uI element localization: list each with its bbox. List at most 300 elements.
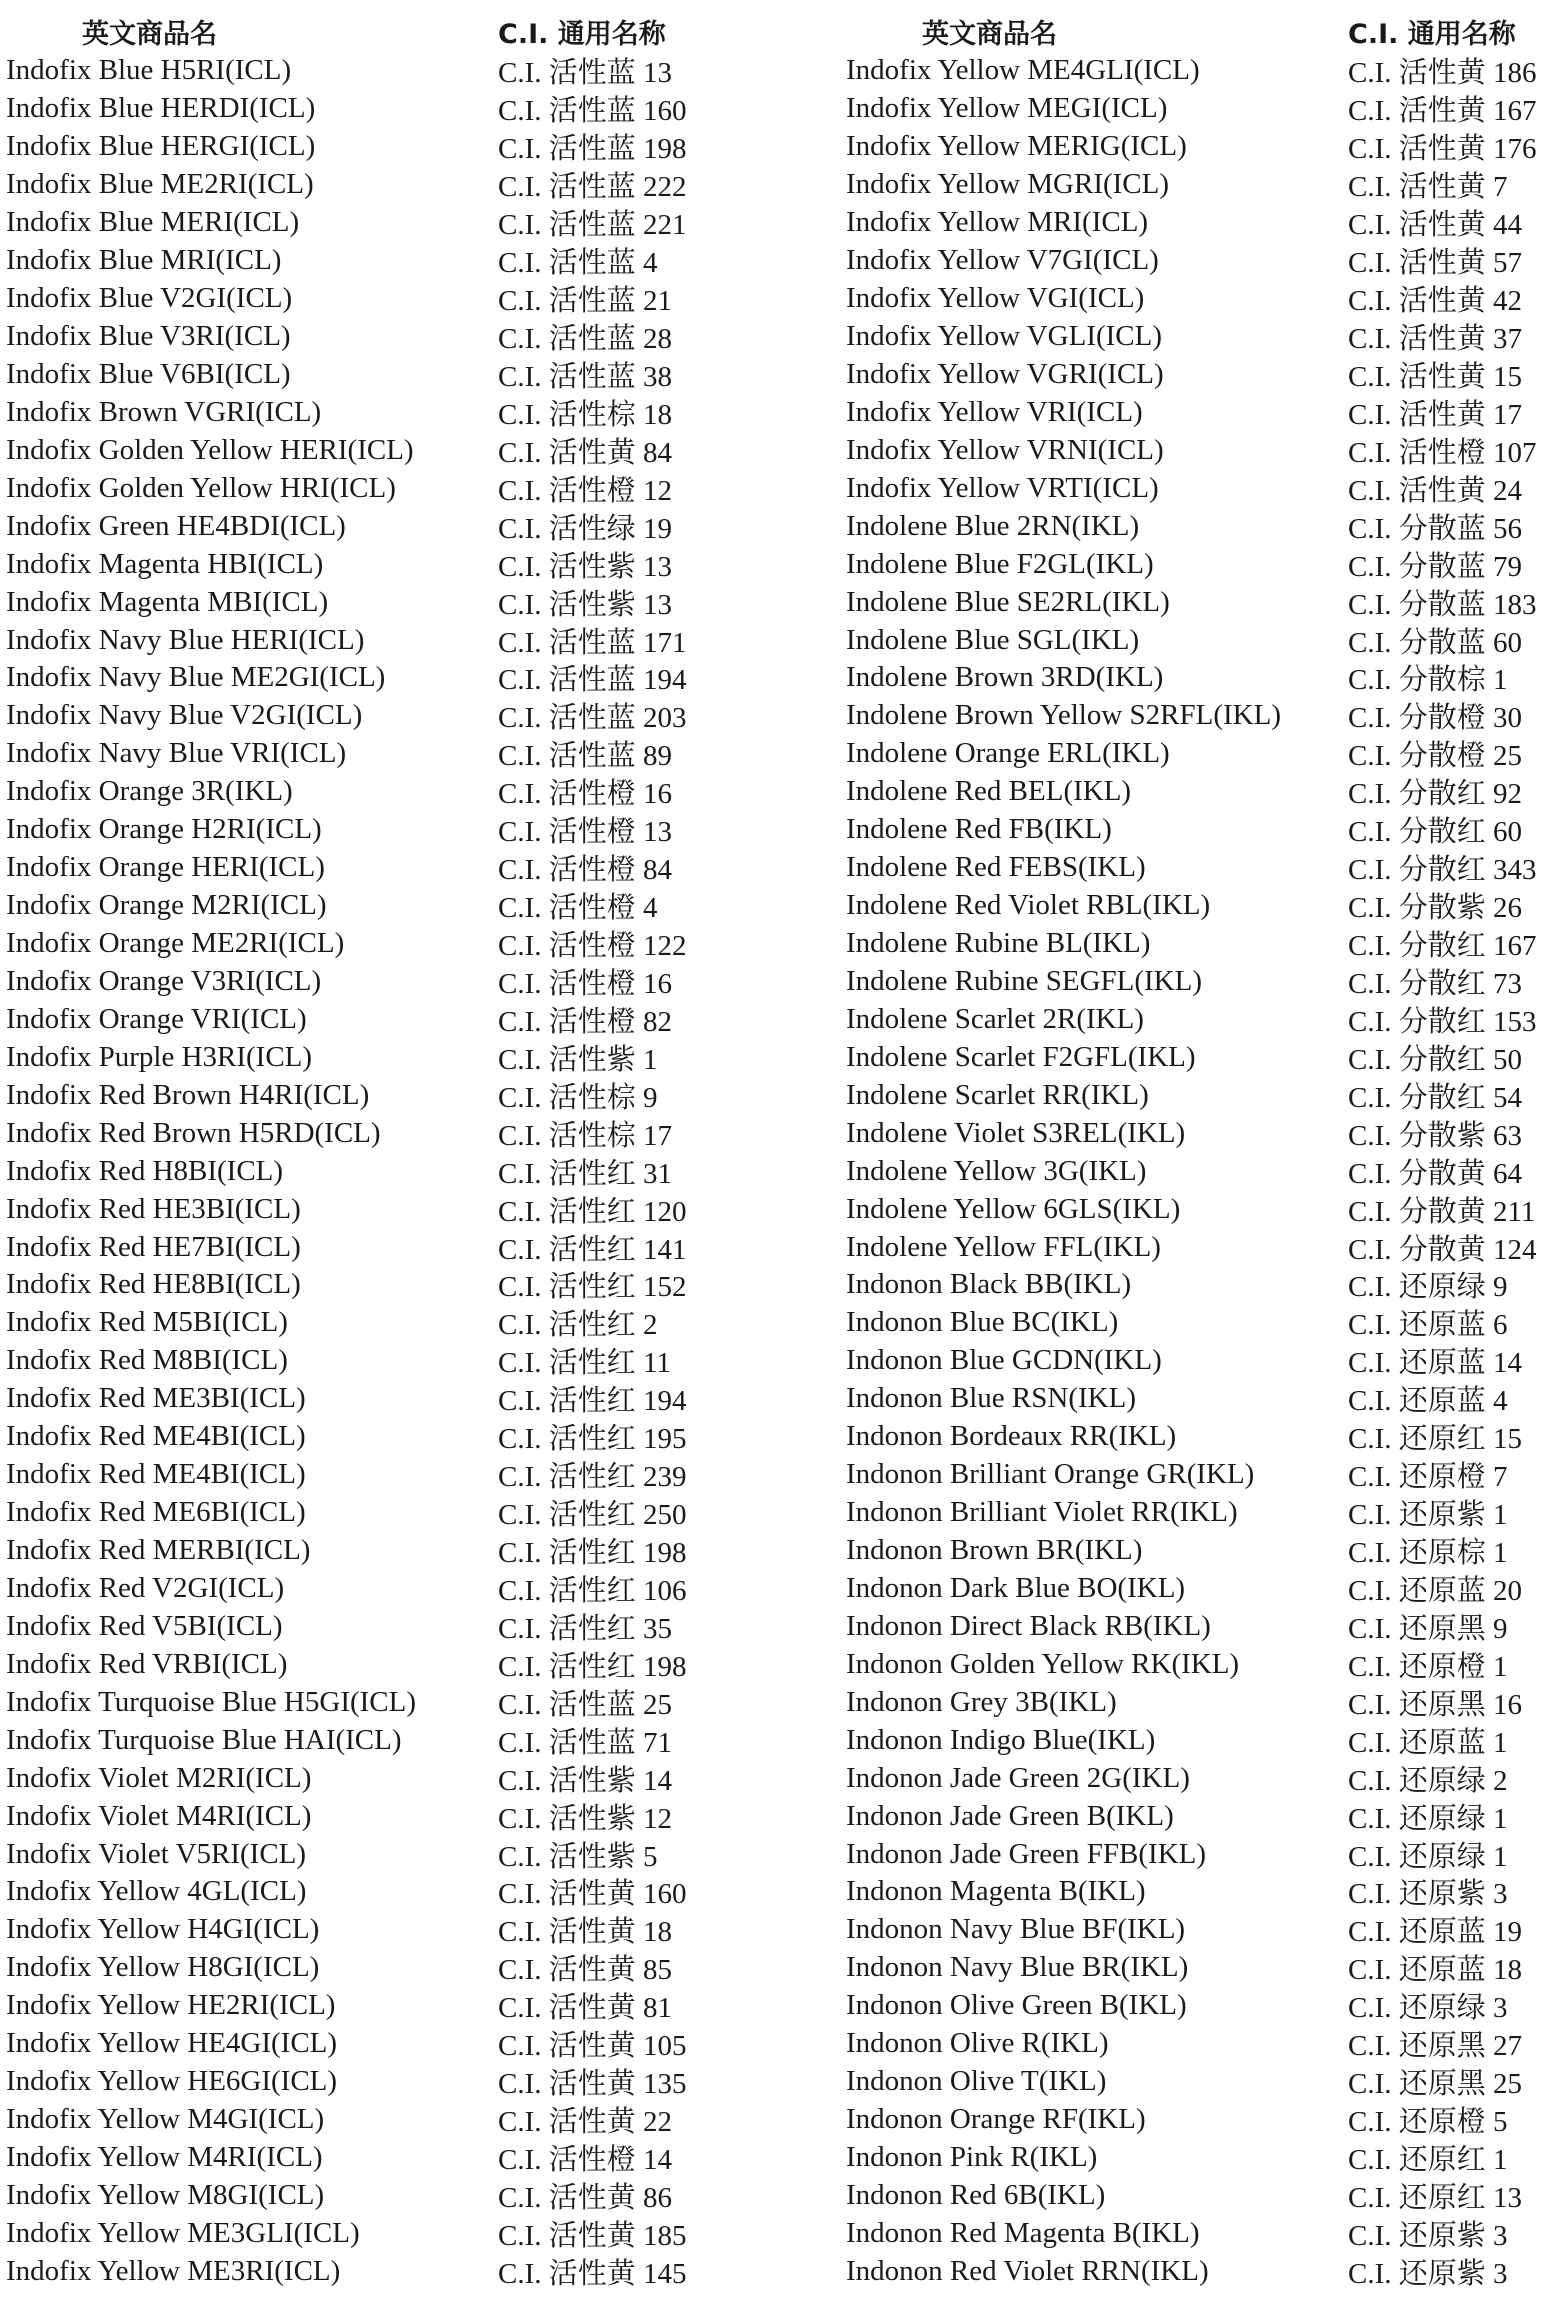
ci-generic-name: C.I. 分散橙 25 [1348, 740, 1523, 773]
ci-generic-name: C.I. 活性橙 16 [498, 967, 673, 1000]
left-table-header [6, 10, 766, 52]
ci-generic-name: C.I. 活性棕 9 [498, 1081, 658, 1114]
product-name: Indofix Golden Yellow HRI(ICL) [6, 471, 396, 504]
ci-generic-name: C.I. 分散黄 124 [1348, 1233, 1537, 1266]
product-name: Indofix Orange VRI(ICL) [6, 1002, 307, 1035]
ci-generic-name: C.I. 分散红 50 [1348, 1043, 1523, 1076]
table-row [6, 52, 766, 90]
table-row [846, 1987, 1559, 2025]
ci-generic-name: C.I. 活性黄 24 [1348, 474, 1523, 507]
table-row [846, 128, 1559, 166]
product-name: Indonon Pink R(IKL) [846, 2141, 1098, 2174]
ci-generic-name: C.I. 活性黄 42 [1348, 285, 1523, 318]
table-row [6, 1797, 766, 1835]
product-name: Indolene Red FB(IKL) [846, 813, 1112, 846]
table-row [6, 166, 766, 204]
product-name: Indofix Red V2GI(ICL) [6, 1571, 285, 1604]
ci-generic-name: C.I. 还原黑 27 [1348, 2030, 1523, 2063]
header-name-column: 英文商品名 [82, 18, 217, 50]
ci-generic-name: C.I. 还原黑 25 [1348, 2068, 1523, 2101]
product-name: Indolene Scarlet F2GFL(IKL) [846, 1040, 1196, 1073]
ci-generic-name: C.I. 分散黄 211 [1348, 1195, 1536, 1228]
table-row [846, 583, 1559, 621]
table-row [6, 128, 766, 166]
table-row [846, 1570, 1559, 1608]
table-row [6, 621, 766, 659]
ci-generic-name: C.I. 活性黄 145 [498, 2257, 687, 2290]
table-row [846, 2177, 1559, 2215]
table-row [846, 507, 1559, 545]
product-name: Indofix Navy Blue ME2GI(ICL) [6, 661, 386, 694]
table-row [6, 1456, 766, 1494]
ci-generic-name: C.I. 活性红 250 [498, 1499, 687, 1532]
product-name: Indofix Yellow H8GI(ICL) [6, 1951, 320, 1984]
product-name: Indofix Red HE8BI(ICL) [6, 1268, 301, 1301]
product-name: Indonon Black BB(IKL) [846, 1268, 1132, 1301]
product-name: Indonon Brilliant Orange GR(IKL) [846, 1458, 1255, 1491]
table-row [6, 1532, 766, 1570]
ci-generic-name: C.I. 活性红 2 [498, 1309, 658, 1342]
ci-generic-name: C.I. 活性蓝 222 [498, 171, 687, 204]
table-row [6, 583, 766, 621]
product-name: Indolene Blue F2GL(IKL) [846, 547, 1154, 580]
ci-generic-name: C.I. 分散红 92 [1348, 778, 1523, 811]
table-row [6, 1645, 766, 1683]
table-row [6, 1114, 766, 1152]
product-name: Indofix Blue H5RI(ICL) [6, 54, 292, 87]
product-name: Indolene Yellow 6GLS(IKL) [846, 1192, 1181, 1225]
table-row [846, 1076, 1559, 1114]
product-name: Indofix Yellow ME3RI(ICL) [6, 2254, 341, 2287]
table-row [846, 2101, 1559, 2139]
ci-generic-name: C.I. 活性橙 14 [498, 2144, 673, 2177]
ci-generic-name: C.I. 还原橙 5 [1348, 2106, 1508, 2139]
product-name: Indolene Red Violet RBL(IKL) [846, 889, 1211, 922]
table-row [6, 280, 766, 318]
right-table-body [846, 52, 1559, 2290]
ci-generic-name: C.I. 还原黑 9 [1348, 1612, 1508, 1645]
ci-generic-name: C.I. 还原紫 3 [1348, 1878, 1508, 1911]
product-name: Indonon Grey 3B(IKL) [846, 1685, 1117, 1718]
ci-generic-name: C.I. 活性黄 44 [1348, 209, 1523, 242]
product-name: Indofix Yellow 4GL(ICL) [6, 1875, 307, 1908]
table-row [6, 1190, 766, 1228]
table-row [846, 1266, 1559, 1304]
product-name: Indofix Blue HERDI(ICL) [6, 92, 316, 125]
product-name: Indofix Yellow VRNI(ICL) [846, 433, 1164, 466]
ci-generic-name: C.I. 活性紫 1 [498, 1043, 658, 1076]
table-row [6, 2139, 766, 2177]
ci-generic-name: C.I. 活性紫 5 [498, 1840, 658, 1873]
table-row [846, 697, 1559, 735]
product-name: Indonon Blue BC(IKL) [846, 1306, 1119, 1339]
ci-generic-name: C.I. 分散紫 63 [1348, 1119, 1523, 1152]
product-name: Indofix Violet M4RI(ICL) [6, 1799, 312, 1832]
table-row [6, 697, 766, 735]
table-row [6, 735, 766, 773]
product-name: Indofix Magenta HBI(ICL) [6, 547, 324, 580]
table-row [846, 1949, 1559, 1987]
ci-generic-name: C.I. 活性红 31 [498, 1157, 673, 1190]
ci-generic-name: C.I. 还原紫 1 [1348, 1499, 1508, 1532]
product-name: Indofix Yellow M8GI(ICL) [6, 2178, 325, 2211]
table-row [846, 1721, 1559, 1759]
table-row [6, 1949, 766, 1987]
table-row [6, 1418, 766, 1456]
table-row [6, 1570, 766, 1608]
table-row [6, 431, 766, 469]
ci-generic-name: C.I. 活性黄 17 [1348, 398, 1523, 431]
ci-generic-name: C.I. 活性紫 14 [498, 1764, 673, 1797]
ci-generic-name: C.I. 还原紫 3 [1348, 2219, 1508, 2252]
ci-generic-name: C.I. 活性橙 12 [498, 474, 673, 507]
product-name: Indofix Violet M2RI(ICL) [6, 1761, 312, 1794]
table-row [846, 1835, 1559, 1873]
ci-generic-name: C.I. 活性橙 13 [498, 816, 673, 849]
ci-generic-name: C.I. 活性橙 84 [498, 854, 673, 887]
table-row [6, 90, 766, 128]
product-name: Indofix Yellow VGRI(ICL) [846, 357, 1164, 390]
product-name: Indonon Indigo Blue(IKL) [846, 1723, 1156, 1756]
table-row [846, 1152, 1559, 1190]
table-row [6, 1721, 766, 1759]
product-name: Indofix Golden Yellow HERI(ICL) [6, 433, 414, 466]
ci-generic-name: C.I. 活性蓝 171 [498, 626, 687, 659]
table-row [846, 431, 1559, 469]
ci-generic-name: C.I. 活性黄 81 [498, 1992, 673, 2025]
header-ci-column: C.I. 通用名称 [498, 18, 666, 50]
table-row [6, 925, 766, 963]
ci-generic-name: C.I. 还原蓝 18 [1348, 1954, 1523, 1987]
table-row [846, 1759, 1559, 1797]
table-row [846, 1873, 1559, 1911]
product-name: Indofix Yellow M4RI(ICL) [6, 2141, 323, 2174]
table-row [6, 1076, 766, 1114]
table-row [6, 1152, 766, 1190]
table-row [846, 242, 1559, 280]
ci-generic-name: C.I. 分散黄 64 [1348, 1157, 1523, 1190]
ci-generic-name: C.I. 活性棕 18 [498, 398, 673, 431]
product-name: Indonon Navy Blue BF(IKL) [846, 1913, 1186, 1946]
product-name: Indolene Blue 2RN(IKL) [846, 509, 1140, 542]
product-name: Indofix Red HE3BI(ICL) [6, 1192, 301, 1225]
ci-generic-name: C.I. 还原蓝 1 [1348, 1726, 1508, 1759]
product-name: Indolene Blue SGL(IKL) [846, 623, 1140, 656]
table-row [846, 2063, 1559, 2101]
table-row [6, 242, 766, 280]
product-name: Indofix Red ME4BI(ICL) [6, 1420, 306, 1453]
product-name: Indofix Yellow MGRI(ICL) [846, 168, 1170, 201]
ci-generic-name: C.I. 活性棕 17 [498, 1119, 673, 1152]
table-row [6, 1494, 766, 1532]
header-name-column: 英文商品名 [922, 18, 1057, 50]
table-row [6, 1038, 766, 1076]
product-name: Indofix Green HE4BDI(ICL) [6, 509, 346, 542]
ci-generic-name: C.I. 活性橙 107 [1348, 436, 1537, 469]
table-row [846, 1380, 1559, 1418]
ci-generic-name: C.I. 活性黄 84 [498, 436, 673, 469]
ci-generic-name: C.I. 活性蓝 25 [498, 1688, 673, 1721]
ci-generic-name: C.I. 活性黄 160 [498, 1878, 687, 1911]
product-name: Indofix Red VRBI(ICL) [6, 1647, 288, 1680]
ci-generic-name: C.I. 活性紫 13 [498, 550, 673, 583]
table-row [6, 1000, 766, 1038]
product-name: Indofix Navy Blue VRI(ICL) [6, 737, 347, 770]
product-name: Indofix Red ME3BI(ICL) [6, 1382, 306, 1415]
ci-generic-name: C.I. 还原棕 1 [1348, 1537, 1508, 1570]
table-row [6, 849, 766, 887]
table-row [846, 393, 1559, 431]
table-row [6, 2101, 766, 2139]
ci-generic-name: C.I. 活性黄 167 [1348, 95, 1537, 128]
table-row [6, 1759, 766, 1797]
table-row [6, 1304, 766, 1342]
ci-generic-name: C.I. 还原黑 16 [1348, 1688, 1523, 1721]
table-row [846, 849, 1559, 887]
ci-generic-name: C.I. 还原绿 1 [1348, 1802, 1508, 1835]
table-row [6, 469, 766, 507]
table-row [846, 1114, 1559, 1152]
product-name: Indonon Dark Blue BO(IKL) [846, 1571, 1186, 1604]
ci-generic-name: C.I. 活性蓝 194 [498, 664, 687, 697]
product-name: Indonon Jade Green 2G(IKL) [846, 1761, 1190, 1794]
ci-generic-name: C.I. 活性红 11 [498, 1347, 671, 1380]
product-name: Indofix Blue V3RI(ICL) [6, 320, 291, 353]
ci-generic-name: C.I. 还原蓝 20 [1348, 1574, 1523, 1607]
table-row [846, 1000, 1559, 1038]
table-row [846, 1645, 1559, 1683]
product-name: Indofix Red H8BI(ICL) [6, 1154, 284, 1187]
product-name: Indofix Turquoise Blue H5GI(ICL) [6, 1685, 417, 1718]
ci-generic-name: C.I. 活性紫 13 [498, 588, 673, 621]
product-name: Indofix Orange H2RI(ICL) [6, 813, 322, 846]
product-name: Indofix Navy Blue HERI(ICL) [6, 623, 365, 656]
ci-generic-name: C.I. 活性黄 85 [498, 1954, 673, 1987]
product-name: Indofix Magenta MBI(ICL) [6, 585, 329, 618]
table-row [6, 2252, 766, 2290]
product-name: Indolene Red BEL(IKL) [846, 775, 1132, 808]
product-name: Indonon Bordeaux RR(IKL) [846, 1420, 1177, 1453]
product-name: Indonon Direct Black RB(IKL) [846, 1609, 1211, 1642]
ci-generic-name: C.I. 还原绿 3 [1348, 1992, 1508, 2025]
table-row [6, 2214, 766, 2252]
table-row [6, 1683, 766, 1721]
table-row [846, 166, 1559, 204]
product-name: Indofix Violet V5RI(ICL) [6, 1837, 307, 1870]
table-row [846, 621, 1559, 659]
table-row [6, 963, 766, 1001]
table-row [6, 773, 766, 811]
product-name: Indofix Yellow H4GI(ICL) [6, 1913, 320, 1946]
ci-generic-name: C.I. 活性橙 4 [498, 892, 658, 925]
ci-generic-name: C.I. 活性黄 86 [498, 2181, 673, 2214]
table-row [846, 204, 1559, 242]
ci-generic-name: C.I. 活性红 198 [498, 1537, 687, 1570]
ci-generic-name: C.I. 活性橙 82 [498, 1005, 673, 1038]
table-row [6, 1835, 766, 1873]
ci-generic-name: C.I. 活性黄 186 [1348, 57, 1537, 90]
product-name: Indofix Yellow MERIG(ICL) [846, 130, 1187, 163]
product-name: Indonon Red Violet RRN(IKL) [846, 2254, 1209, 2287]
ci-generic-name: C.I. 活性蓝 4 [498, 247, 658, 280]
table-row [846, 1456, 1559, 1494]
ci-generic-name: C.I. 还原绿 1 [1348, 1840, 1508, 1873]
ci-generic-name: C.I. 活性绿 19 [498, 512, 673, 545]
ci-generic-name: C.I. 活性蓝 13 [498, 57, 673, 90]
ci-generic-name: C.I. 活性黄 15 [1348, 360, 1523, 393]
product-name: Indolene Blue SE2RL(IKL) [846, 585, 1170, 618]
table-row [6, 1380, 766, 1418]
ci-generic-name: C.I. 还原蓝 14 [1348, 1347, 1523, 1380]
table-row [846, 90, 1559, 128]
ci-generic-name: C.I. 分散红 73 [1348, 967, 1523, 1000]
table-row [6, 1607, 766, 1645]
product-name: Indolene Red FEBS(IKL) [846, 851, 1146, 884]
ci-generic-name: C.I. 分散紫 26 [1348, 892, 1523, 925]
table-row [846, 1304, 1559, 1342]
table-row [846, 963, 1559, 1001]
ci-generic-name: C.I. 分散蓝 56 [1348, 512, 1523, 545]
ci-generic-name: C.I. 分散红 343 [1348, 854, 1537, 887]
product-name: Indonon Red Magenta B(IKL) [846, 2216, 1200, 2249]
table-row [846, 1797, 1559, 1835]
product-name: Indolene Brown 3RD(IKL) [846, 661, 1164, 694]
product-name: Indofix Red ME6BI(ICL) [6, 1496, 306, 1529]
product-name: Indonon Golden Yellow RK(IKL) [846, 1647, 1240, 1680]
ci-generic-name: C.I. 活性红 35 [498, 1612, 673, 1645]
product-name: Indolene Scarlet RR(IKL) [846, 1078, 1149, 1111]
ci-generic-name: C.I. 活性蓝 89 [498, 740, 673, 773]
table-row [846, 545, 1559, 583]
ci-generic-name: C.I. 活性黄 135 [498, 2068, 687, 2101]
product-name: Indofix Red M5BI(ICL) [6, 1306, 288, 1339]
ci-generic-name: C.I. 活性红 106 [498, 1574, 687, 1607]
table-row [846, 1494, 1559, 1532]
ci-generic-name: C.I. 活性红 195 [498, 1423, 687, 1456]
ci-generic-name: C.I. 还原绿 9 [1348, 1271, 1508, 1304]
ci-generic-name: C.I. 还原蓝 4 [1348, 1385, 1508, 1418]
ci-generic-name: C.I. 活性蓝 160 [498, 95, 687, 128]
product-name: Indolene Brown Yellow S2RFL(IKL) [846, 699, 1281, 732]
table-row [846, 1683, 1559, 1721]
ci-generic-name: C.I. 活性橙 16 [498, 778, 673, 811]
product-name: Indofix Yellow MRI(ICL) [846, 206, 1149, 239]
product-name: Indonon Olive R(IKL) [846, 2027, 1109, 2060]
product-name: Indofix Blue V6BI(ICL) [6, 357, 291, 390]
product-name: Indofix Red Brown H5RD(ICL) [6, 1116, 381, 1149]
table-row [6, 2063, 766, 2101]
product-name: Indolene Violet S3REL(IKL) [846, 1116, 1186, 1149]
ci-generic-name: C.I. 活性蓝 21 [498, 285, 673, 318]
ci-generic-name: C.I. 活性蓝 221 [498, 209, 687, 242]
product-name: Indofix Turquoise Blue HAI(ICL) [6, 1723, 402, 1756]
product-name: Indofix Yellow HE2RI(ICL) [6, 1989, 336, 2022]
ci-generic-name: C.I. 活性蓝 203 [498, 702, 687, 735]
ci-generic-name: C.I. 分散棕 1 [1348, 664, 1508, 697]
table-row [6, 2177, 766, 2215]
right-table [846, 10, 1559, 2290]
ci-generic-name: C.I. 活性紫 12 [498, 1802, 673, 1835]
product-name: Indofix Red M8BI(ICL) [6, 1344, 288, 1377]
product-name: Indonon Jade Green B(IKL) [846, 1799, 1174, 1832]
table-row [6, 318, 766, 356]
product-name: Indonon Blue GCDN(IKL) [846, 1344, 1162, 1377]
table-row [846, 1228, 1559, 1266]
ci-generic-name: C.I. 活性黄 176 [1348, 133, 1537, 166]
ci-generic-name: C.I. 分散红 60 [1348, 816, 1523, 849]
table-row [6, 545, 766, 583]
product-name: Indofix Blue V2GI(ICL) [6, 282, 293, 315]
ci-generic-name: C.I. 还原红 15 [1348, 1423, 1523, 1456]
ci-generic-name: C.I. 分散蓝 60 [1348, 626, 1523, 659]
product-name: Indofix Yellow ME4GLI(ICL) [846, 54, 1200, 87]
ci-generic-name: C.I. 活性红 120 [498, 1195, 687, 1228]
ci-generic-name: C.I. 还原蓝 6 [1348, 1309, 1508, 1342]
ci-generic-name: C.I. 分散红 54 [1348, 1081, 1523, 1114]
product-name: Indofix Yellow VRTI(ICL) [846, 471, 1159, 504]
table-row [6, 1911, 766, 1949]
ci-generic-name: C.I. 活性黄 37 [1348, 323, 1523, 356]
table-row [6, 393, 766, 431]
product-name: Indolene Yellow 3G(IKL) [846, 1154, 1147, 1187]
product-name: Indolene Rubine BL(IKL) [846, 927, 1151, 960]
product-name: Indofix Purple H3RI(ICL) [6, 1040, 313, 1073]
table-row [846, 1418, 1559, 1456]
product-name: Indonon Olive T(IKL) [846, 2065, 1107, 2098]
product-name: Indofix Orange ME2RI(ICL) [6, 927, 345, 960]
product-name: Indofix Yellow V7GI(ICL) [846, 244, 1159, 277]
ci-generic-name: C.I. 还原红 1 [1348, 2144, 1508, 2177]
product-name: Indonon Jade Green FFB(IKL) [846, 1837, 1207, 1870]
ci-generic-name: C.I. 活性红 239 [498, 1461, 687, 1494]
table-row [846, 280, 1559, 318]
ci-generic-name: C.I. 活性橙 122 [498, 930, 687, 963]
table-row [6, 887, 766, 925]
left-table-body [6, 52, 766, 2290]
product-name: Indofix Orange 3R(IKL) [6, 775, 293, 808]
product-name: Indonon Navy Blue BR(IKL) [846, 1951, 1189, 1984]
table-row [846, 1190, 1559, 1228]
product-name: Indolene Scarlet 2R(IKL) [846, 1002, 1144, 1035]
header-ci-column: C.I. 通用名称 [1348, 18, 1516, 50]
table-row [6, 1266, 766, 1304]
product-name: Indofix Blue HERGI(ICL) [6, 130, 316, 163]
table-row [846, 887, 1559, 925]
product-name: Indofix Blue MERI(ICL) [6, 206, 300, 239]
table-row [846, 2025, 1559, 2063]
ci-generic-name: C.I. 活性黄 18 [498, 1916, 673, 1949]
product-name: Indofix Yellow MEGI(ICL) [846, 92, 1168, 125]
table-row [6, 1987, 766, 2025]
table-row [846, 469, 1559, 507]
product-name: Indofix Orange M2RI(ICL) [6, 889, 327, 922]
ci-generic-name: C.I. 分散红 153 [1348, 1005, 1537, 1038]
ci-generic-name: C.I. 活性黄 22 [498, 2106, 673, 2139]
table-row [846, 2139, 1559, 2177]
table-row [846, 1607, 1559, 1645]
ci-generic-name: C.I. 活性蓝 28 [498, 323, 673, 356]
ci-generic-name: C.I. 活性蓝 198 [498, 133, 687, 166]
table-row [6, 1873, 766, 1911]
table-row [6, 507, 766, 545]
product-name: Indofix Yellow M4GI(ICL) [6, 2103, 325, 2136]
table-row [6, 2025, 766, 2063]
table-row [6, 659, 766, 697]
ci-generic-name: C.I. 活性红 141 [498, 1233, 687, 1266]
product-name: Indolene Orange ERL(IKL) [846, 737, 1170, 770]
product-name: Indofix Red HE7BI(ICL) [6, 1230, 301, 1263]
table-row [6, 811, 766, 849]
